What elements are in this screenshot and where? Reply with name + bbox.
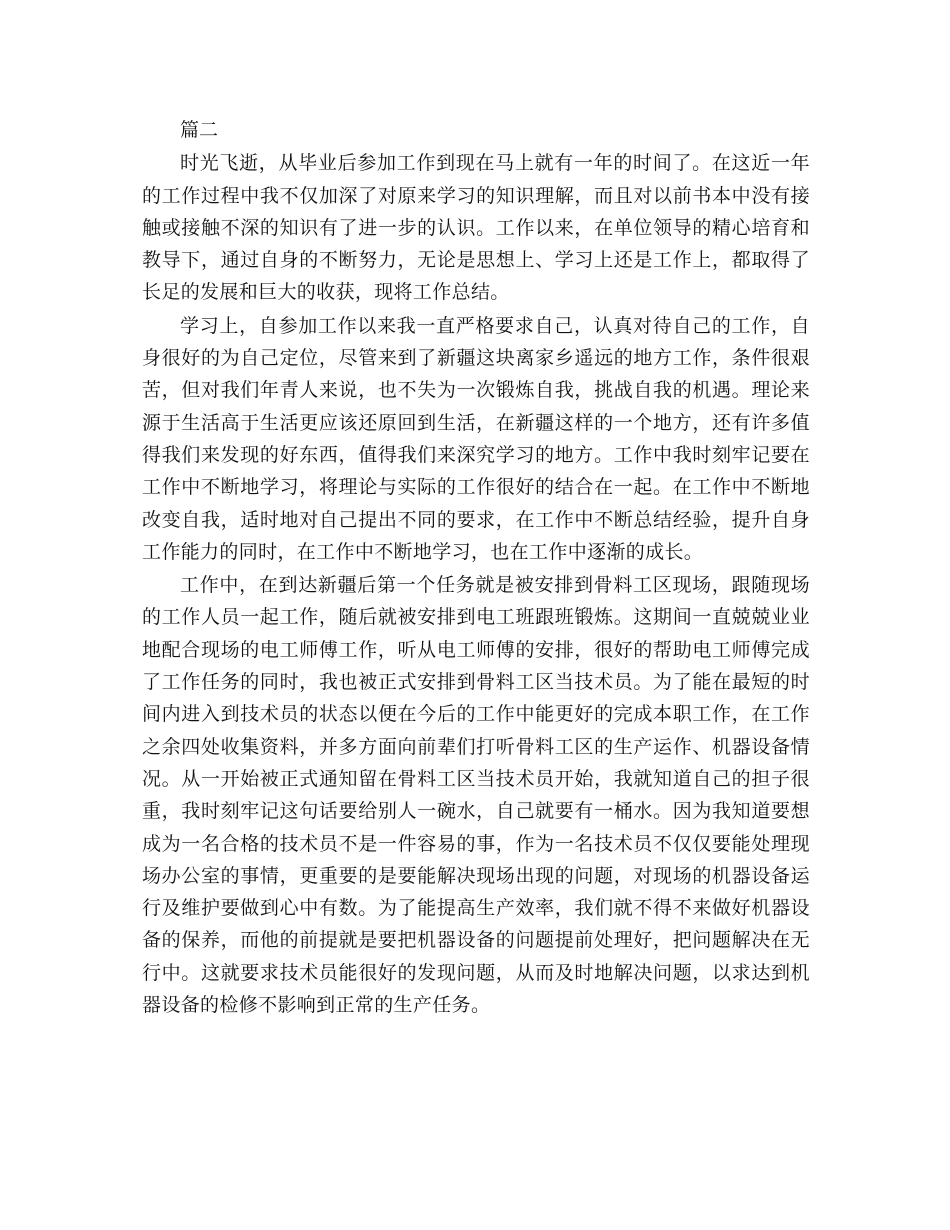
section-heading: 篇二 — [180, 119, 219, 141]
paragraph-intro: 时光飞逝，从毕业后参加工作到现在马上就有一年的时间了。在这近一年的工作过程中我不仅加深了对原来学习的知识理解，而且对以前书本中没有接触或接触不深的知识有了进一步的认识。工作以来，在单位领导的精心培育和教导下，通过自身的不断努力，无论是思想上、学习上还是工作上，都取得了长足的发展和巨大的收获，现将工作总结。 — [142, 152, 810, 304]
document-body — [142, 114, 810, 1022]
paragraph-work: 工作中，在到达新疆后第一个任务就是被安排到骨料工区现场，跟随现场的工作人员一起工作，随后就被安排到电工班跟班锻炼。这期间一直兢兢业业地配合现场的电工师傅工作，听从电工师傅的安排，很好的帮助电工师傅完成了工作任务的同时，我也被正式安排到骨料工区当技术员。为了能在最短的时间内进入到技术员的状态以便在今后的工作中能更好的完成本职工作，在工作之余四处收集资料，并多方面向前辈们打听骨料工区的生产运作、机器设备情况。从一开始被正式通知留在骨料工区当技术员开始，我就知道自己的担子很重，我时刻牢记这句话要给别人一碗水，自己就要有一桶水。因为我知道要想成为一名合格的技术员不是一件容易的事，作为一名技术员不仅仅要能处理现场办公室的事情，更重要的是要能解决现场出现的问题，对现场的机器设备运行及维护要做到心中有数。为了能提高生产效率，我们就不得不来做好机器设备的保养，而他的前提就是要把机器设备的问题提前处理好，把问题解决在无行中。这就要求技术员能很好的发现问题，从而及时地解决问题，以求达到机器设备的检修不影响到正常的生产任务。 — [142, 574, 810, 1017]
paragraph-study: 学习上，自参加工作以来我一直严格要求自己，认真对待自己的工作，自身很好的为自己定位，尽管来到了新疆这块离家乡遥远的地方工作，条件很艰苦，但对我们年青人来说，也不失为一次锻炼自我，挑战自我的机遇。理论来源于生活高于生活更应该还原回到生活，在新疆这样的一个地方，还有许多值得我们来发现的好东西，值得我们来深究学习的地方。工作中我时刻牢记要在工作中不断地学习，将理论与实际的工作很好的结合在一起。在工作中不断地改变自我，适时地对自己提出不同的要求，在工作中不断总结经验，提升自身工作能力的同时，在工作中不断地学习，也在工作中逐渐的成长。 — [142, 314, 810, 563]
